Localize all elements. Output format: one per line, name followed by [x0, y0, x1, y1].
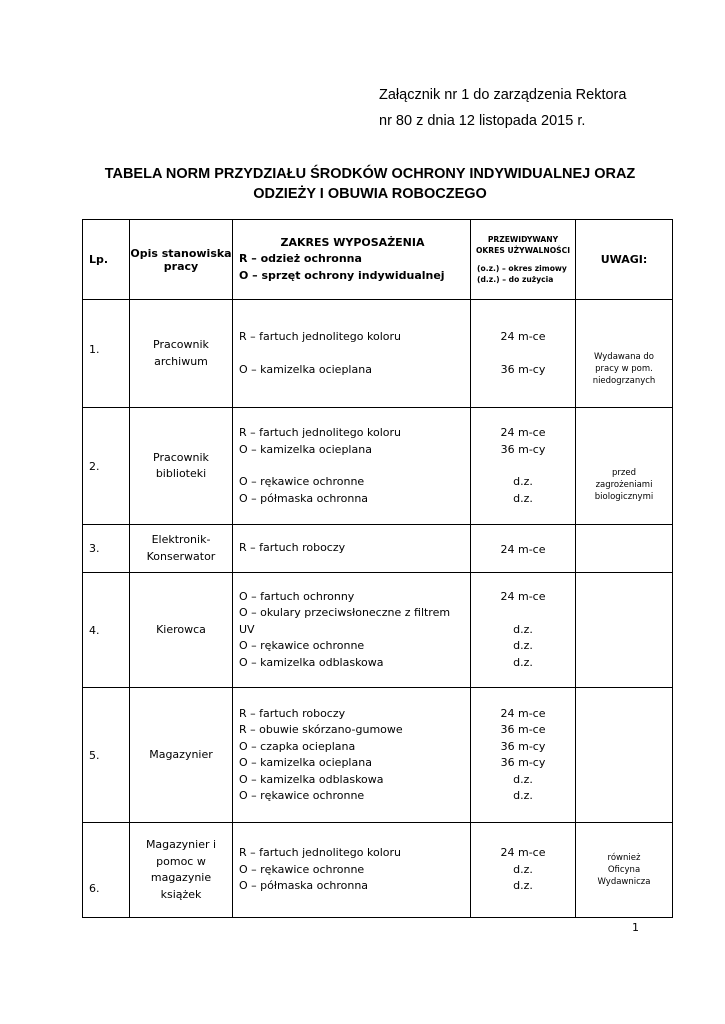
row-period: d.z. — [513, 491, 533, 505]
table-row — [83, 688, 673, 823]
row-item: O – kamizelka ocieplana — [239, 756, 372, 769]
row-opis — [130, 408, 233, 525]
header-zakres-line: R – odzież ochronna — [239, 252, 362, 266]
table-row — [83, 525, 673, 573]
row-opis-line: Konserwator — [146, 549, 216, 563]
page-number: 1 — [632, 921, 639, 934]
header-zakres-line: O – sprzęt ochrony indywidualnej — [239, 268, 445, 282]
row-period: d.z. — [513, 655, 533, 669]
header-opis — [130, 220, 233, 300]
row-periods — [471, 688, 576, 823]
header-okres — [471, 220, 576, 300]
header-okres-line: OKRES UŻYWALNOŚCI — [475, 246, 571, 255]
row-uwagi-line: Wydawnicza — [597, 877, 651, 887]
table-row — [83, 408, 673, 525]
row-lp: 4. — [83, 573, 130, 688]
row-items — [233, 300, 471, 408]
row-period: 24 m-ce — [500, 706, 546, 720]
document-title — [60, 164, 680, 204]
row-periods — [471, 525, 576, 573]
row-uwagi-line: również — [607, 853, 641, 863]
row-item: O – kamizelka odblaskowa — [239, 655, 384, 669]
row-lp: 2. — [83, 408, 130, 525]
row-periods — [471, 573, 576, 688]
row-opis-line: Kierowca — [156, 622, 206, 636]
row-opis — [130, 823, 233, 918]
row-lp-value: 1. — [89, 343, 100, 356]
row-period: d.z. — [513, 862, 533, 876]
row-lp — [83, 823, 130, 918]
row-opis-line: Magazynier — [149, 747, 213, 761]
row-item: O – okulary przeciwsłoneczne z filtrem — [239, 606, 451, 620]
row-uwagi — [576, 688, 673, 823]
row-opis-line: książek — [160, 887, 202, 901]
row-item: O – kamizelka ocieplana — [239, 362, 372, 376]
header-zakres-title: ZAKRES WYPOSAŻENIA — [280, 235, 425, 249]
row-opis-line: Pracownik — [153, 338, 209, 351]
row-uwagi — [576, 408, 673, 525]
row-periods — [471, 408, 576, 525]
row-items — [233, 688, 471, 823]
row-item: O – kamizelka ocieplana — [239, 442, 372, 456]
title-line2: ODZIEŻY I OBUWIA ROBOCZEGO — [253, 186, 487, 202]
header-opis-line: pracy — [163, 259, 199, 273]
row-period: d.z. — [513, 639, 533, 652]
row-period: 36 m-cy — [500, 362, 546, 376]
row-item: R – fartuch roboczy — [239, 706, 346, 720]
row-items — [233, 408, 471, 525]
header-okres-line: PRZEWIDYWANY — [487, 235, 559, 244]
row-period: d.z. — [513, 622, 533, 636]
row-uwagi-line: przed — [612, 468, 636, 478]
row-period: 24 m-ce — [500, 590, 546, 603]
row-opis-line: magazynie — [150, 871, 212, 884]
row-uwagi — [576, 525, 673, 573]
row-item: R – fartuch jednolitego koloru — [239, 426, 401, 439]
row-opis-line: biblioteki — [155, 467, 207, 480]
table-row — [83, 300, 673, 408]
row-item: R – fartuch roboczy — [239, 541, 346, 555]
header-okres-note: (d.z.) – do zużycia — [477, 275, 554, 284]
row-item: O – rękawice ochronne — [239, 639, 365, 653]
row-period: 36 m-cy — [500, 756, 546, 769]
row-item: UV — [239, 622, 255, 636]
row-period: 24 m-ce — [500, 330, 546, 343]
row-uwagi-line: biologicznymi — [594, 492, 654, 502]
row-period: 24 m-ce — [500, 846, 546, 860]
row-item: O – półmaska ochronna — [239, 879, 369, 893]
row-uwagi-line: Oficyna — [607, 865, 641, 875]
row-lp: 5. — [83, 688, 130, 823]
header-zakres — [233, 220, 471, 300]
row-periods — [471, 823, 576, 918]
row-opis — [130, 300, 233, 408]
row-item: O – fartuch ochronny — [239, 589, 355, 603]
header-uwagi: UWAGI: — [576, 220, 673, 300]
row-periods — [471, 300, 576, 408]
row-opis-line: Magazynier i — [145, 838, 217, 851]
row-period: 36 m-cy — [500, 739, 546, 753]
attachment-header-line2: nr 80 z dnia 12 listopada 2015 r. — [379, 113, 586, 129]
row-uwagi — [576, 300, 673, 408]
row-item: O – czapka ocieplana — [239, 739, 356, 753]
row-opis — [130, 688, 233, 823]
row-items — [233, 525, 471, 573]
row-period: 36 m-cy — [500, 442, 546, 456]
row-item: O – kamizelka odblaskowa — [239, 772, 384, 786]
row-uwagi — [576, 823, 673, 918]
row-item: R – fartuch jednolitego koloru — [239, 846, 401, 860]
row-period: d.z. — [513, 772, 533, 786]
row-period: d.z. — [513, 789, 533, 802]
row-lp-value: 6. — [89, 881, 100, 895]
row-item: O – rękawice ochronne — [239, 789, 365, 802]
row-uwagi-line: pracy w pom. — [595, 363, 653, 374]
header-okres-note: (o.z.) – okres zimowy — [477, 264, 567, 273]
row-items — [233, 573, 471, 688]
row-period: d.z. — [513, 475, 533, 488]
row-lp: 3. — [83, 525, 130, 573]
row-item: O – rękawice ochronne — [239, 862, 365, 876]
row-period: 36 m-ce — [500, 723, 546, 736]
row-opis-line: Pracownik — [153, 450, 209, 464]
row-opis-line: Elektronik- — [151, 533, 211, 546]
norms-table — [82, 219, 673, 918]
row-period: 24 m-ce — [500, 543, 546, 557]
row-uwagi-line: niedogrzanych — [592, 375, 656, 386]
row-item: R – obuwie skórzano-gumowe — [239, 723, 403, 736]
attachment-header-line1: Załącznik nr 1 do zarządzenia Rektora — [379, 87, 627, 103]
row-uwagi-line: Wydawana do — [594, 351, 654, 362]
row-period: d.z. — [513, 879, 533, 893]
header-opis-line: Opis stanowiska — [130, 246, 232, 260]
header-lp: Lp. — [83, 220, 130, 300]
row-item: R – fartuch jednolitego koloru — [239, 330, 401, 343]
row-item: O – rękawice ochronne — [239, 475, 365, 488]
table-row — [83, 823, 673, 918]
row-opis — [130, 525, 233, 573]
row-items — [233, 823, 471, 918]
row-opis-line: archiwum — [154, 354, 208, 368]
row-period: 24 m-ce — [500, 426, 546, 439]
row-uwagi — [576, 573, 673, 688]
row-opis — [130, 573, 233, 688]
row-opis-line: pomoc w — [156, 854, 206, 868]
row-uwagi-line: zagrożeniami — [595, 480, 653, 490]
table-row — [83, 573, 673, 688]
row-item: O – półmaska ochronna — [239, 491, 369, 505]
row-lp — [83, 300, 130, 408]
table-header-row — [83, 220, 673, 300]
title-line1: TABELA NORM PRZYDZIAŁU ŚRODKÓW OCHRONY INDYWIDUALNEJ ORAZ — [104, 166, 636, 182]
